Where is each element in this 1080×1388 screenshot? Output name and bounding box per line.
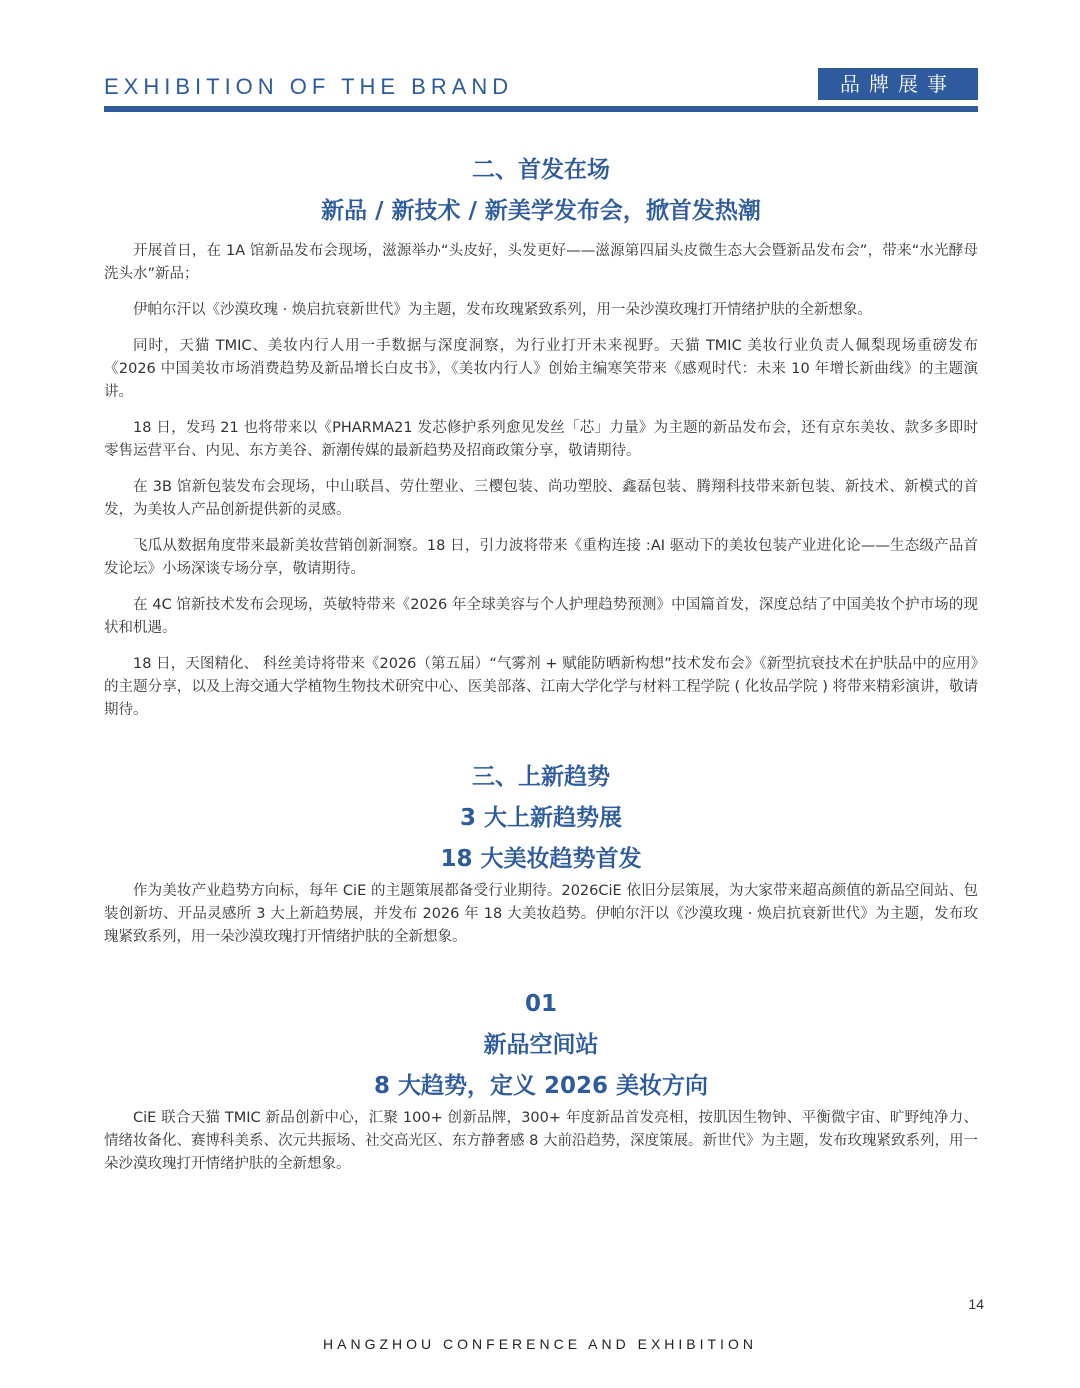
section-3-title: 三、上新趋势 (472, 764, 610, 790)
paragraph: 伊帕尔汗以《沙漠玫瑰 · 焕启抗衰新世代》为主题，发布玫瑰紧致系列，用一朵沙漠玫瑰打开情绪护肤的全新想象。 (133, 302, 872, 318)
paragraph: 飞瓜从数据角度带来最新美妆营销创新洞察。18 日，引力波将带来《重构连接 :AI 驱动下的美妆包装产业进化论——生态级产品首发论坛》小场深谈专场分享，敬请期待。 (104, 538, 978, 577)
paragraph: 开展首日，在 1A 馆新品发布会现场，滋源举办“头皮好，头发更好——滋源第四届头皮微生态大会暨新品发布会”，带来“水光酵母洗头水”新品； (104, 243, 978, 282)
section-3-subtitle-2: 18 大美妆趋势首发 (440, 846, 642, 872)
footer-text: HANGZHOU CONFERENCE AND EXHIBITION (323, 1336, 757, 1352)
paragraph: 在 4C 馆新技术发布会现场，英敏特带来《2026 年全球美容与个人护理趋势预测》中国篇首发，深度总结了中国美妆个护市场的现状和机遇。 (104, 597, 978, 636)
section-3-subtitle-1: 3 大上新趋势展 (459, 805, 622, 831)
subsection-title: 新品空间站 (483, 1032, 599, 1058)
paragraph: 在 3B 馆新包装发布会现场，中山联昌、劳仕塑业、三樱包装、尚功塑胶、鑫磊包装、腾翔科技带来新包装、新技术、新模式的首发，为美妆人产品创新提供新的灵感。 (104, 479, 978, 518)
subsection-subtitle: 8 大趋势，定义 2026 美妆方向 (373, 1073, 709, 1099)
section-2-title: 二、首发在场 (472, 157, 610, 183)
header-english-title: EXHIBITION OF THE BRAND (104, 74, 514, 99)
header-chinese-tag: 品牌展事 (818, 68, 978, 100)
paragraph: 18 日，天图精化、 科丝美诗将带来《2026（第五届）“气雾剂 + 赋能防晒新构想”技术发布会》《新型抗衰技术在护肤品中的应用》的主题分享，以及上海交通大学植物生物技术研究中心、医美部落、江南大学化学与材料工程学院 ( 化妆品学院 ) 将带来精彩演讲，敬请期待。 (104, 656, 978, 718)
paragraph: 作为美妆产业趋势方向标，每年 CiE 的主题策展都备受行业期待。2026CiE 依旧分层策展，为大家带来超高颜值的新品空间站、包装创新坊、开品灵感所 3 大上新趋势展，并发布 2026 年 18 大美妆趋势。伊帕尔汗以《沙漠玫瑰 · 焕启抗衰新世代》为主题，发布玫瑰紧致系列，用一朵沙漠玫瑰打开情绪护肤的全新想象。 (104, 883, 978, 945)
page-number: 14 (968, 1296, 984, 1312)
paragraph: CiE 联合天猫 TMIC 新品创新中心，汇聚 100+ 创新品牌，300+ 年度新品首发亮相，按肌因生物钟、平衡微宇宙、旷野纯净力、情绪妆备化、赛博科美系、次元共振场、社交高光区、东方静奢感 8 大前沿趋势，深度策展。新世代》为主题，发布玫瑰紧致系列，用一朵沙漠玫瑰打开情绪护肤的全新想象。 (104, 1110, 978, 1172)
article-body (104, 150, 978, 1189)
paragraph: 同时，天猫 TMIC、美妆内行人用一手数据与深度洞察，为行业打开未来视野。天猫 TMIC 美妆行业负责人佩梨现场重磅发布《2026 中国美妆市场消费趋势及新品增长白皮书》，《美妆内行人》创始主编寒笑带来《感观时代：未来 10 年增长新曲线》的主题演讲。 (104, 338, 978, 400)
section-2-subtitle: 新品 / 新技术 / 新美学发布会，掀首发热潮 (321, 198, 761, 224)
paragraph: 18 日，发玛 21 也将带来以《PHARMA21 发芯修护系列愈见发丝「芯」力量》为主题的新品发布会，还有京东美妆、款多多即时零售运营平台、内见、东方美谷、新潮传媒的最新趋势及招商政策分享，敬请期待。 (104, 420, 978, 459)
header-divider (104, 106, 978, 112)
subsection-number: 01 (524, 991, 557, 1017)
